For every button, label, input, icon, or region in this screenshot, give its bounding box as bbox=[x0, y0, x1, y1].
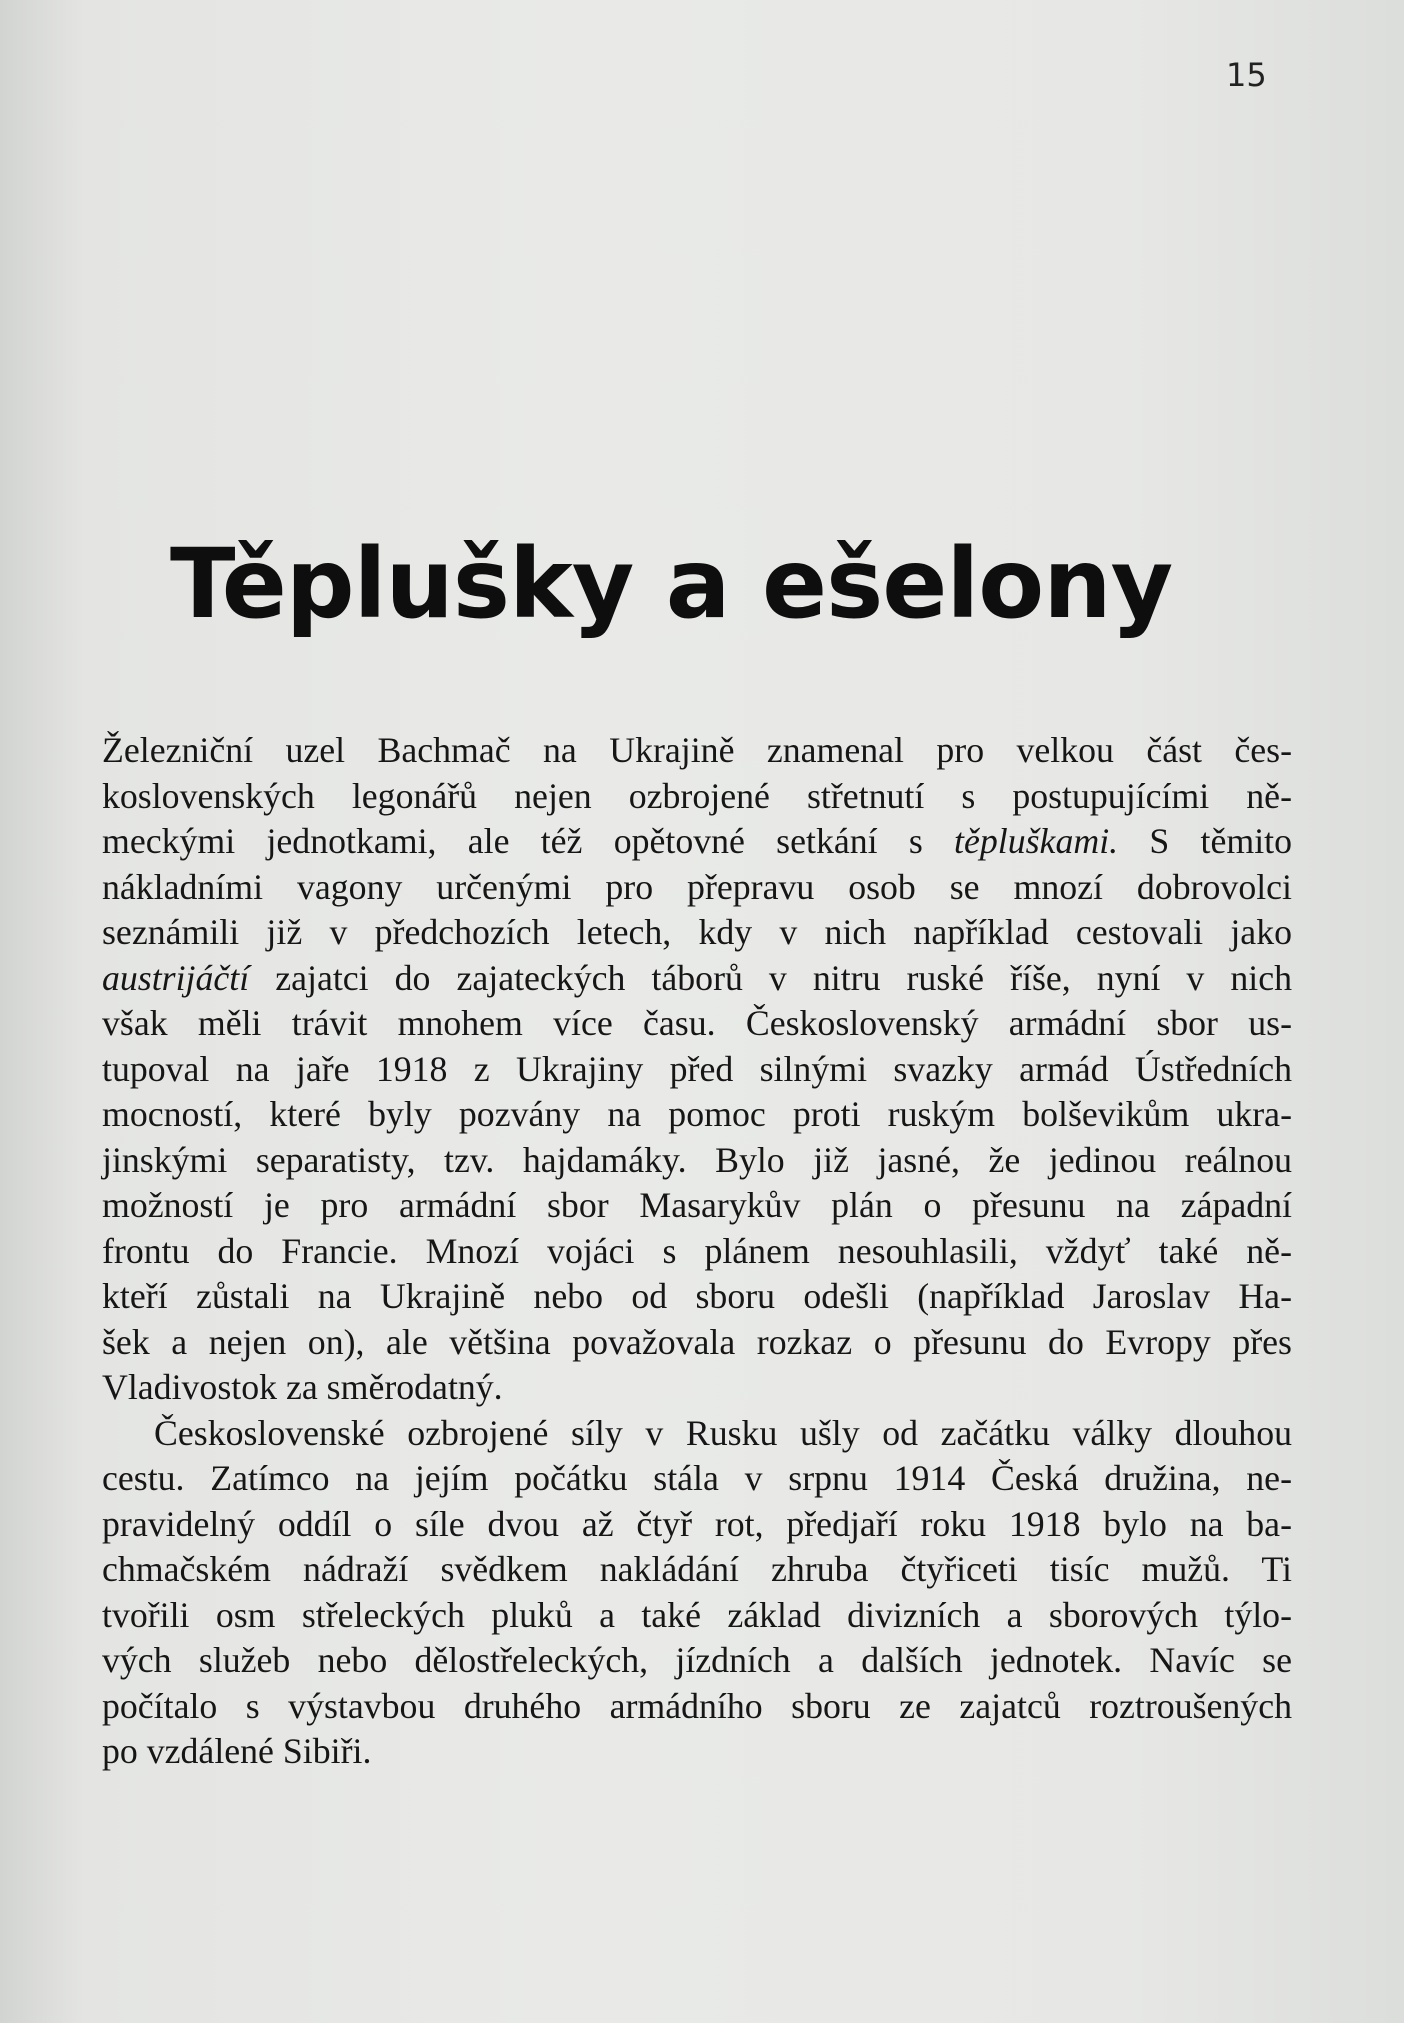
text-run: cestu. Zatímco na jejím počátku stála v srpnu 1914 Česká družina, ne- bbox=[102, 1458, 1292, 1498]
text-line bbox=[102, 1320, 1292, 1366]
text-run: frontu do Francie. Mnozí vojáci s plánem nesouhlasili, vždyť také ně- bbox=[102, 1230, 1292, 1271]
text-run: seznámili již v předchozích letech, kdy v nich například cestovali jako bbox=[102, 912, 1292, 952]
text-line bbox=[102, 1047, 1292, 1093]
text-run: však měli trávit mnohem více času. Československý armádní sbor us- bbox=[102, 1003, 1292, 1043]
text-run: Vladivostok za směrodatný. bbox=[102, 1367, 503, 1407]
text-run: pravidelný oddíl o síle dvou až čtyř rot, předjaří roku 1918 bylo na ba- bbox=[102, 1503, 1292, 1544]
page-number: 15 bbox=[1226, 56, 1267, 94]
text-line bbox=[102, 1729, 1292, 1775]
text-line bbox=[102, 774, 1292, 820]
italic-text-run: těpluškami. bbox=[954, 821, 1119, 861]
text-run: S těmito bbox=[1118, 821, 1292, 861]
text-run: zajatci do zajateckých táborů v nitru ruské říše, nyní v nich bbox=[249, 957, 1292, 998]
text-line bbox=[102, 865, 1292, 911]
text-run: jinskými separatisty, tzv. hajdamáky. Bylo již jasné, že jedinou reálnou bbox=[102, 1139, 1292, 1180]
text-run: počítalo s výstavbou druhého armádního sboru ze zajatců roztroušených bbox=[102, 1685, 1292, 1726]
body-text bbox=[102, 728, 1292, 1775]
text-line bbox=[102, 728, 1292, 774]
text-run: vých služeb nebo dělostřeleckých, jízdních a dalších jednotek. Navíc se bbox=[102, 1640, 1292, 1680]
text-line bbox=[102, 1638, 1292, 1684]
text-run: po vzdálené Sibiři. bbox=[102, 1731, 372, 1771]
text-run: chmačském nádraží svědkem nakládání zhruba čtyřiceti tisíc mužů. Ti bbox=[102, 1549, 1292, 1589]
text-line bbox=[102, 1138, 1292, 1184]
text-line bbox=[102, 1593, 1292, 1639]
text-line bbox=[102, 910, 1292, 956]
text-run: kteří zůstali na Ukrajině nebo od sboru odešli (například Jaroslav Ha- bbox=[102, 1276, 1292, 1316]
text-run: Československé ozbrojené síly v Rusku ušly od začátku války dlouhou bbox=[154, 1412, 1292, 1453]
text-line bbox=[102, 956, 1292, 1002]
text-run: mocností, které byly pozvány na pomoc proti ruským bolševikům ukra- bbox=[102, 1094, 1292, 1134]
text-run: meckými jednotkami, ale též opětovné setkání s bbox=[102, 821, 955, 861]
text-line bbox=[102, 1684, 1292, 1730]
text-line bbox=[102, 1092, 1292, 1138]
paragraph bbox=[102, 728, 1292, 1411]
text-run: možností je pro armádní sbor Masarykův plán o přesunu na západní bbox=[102, 1185, 1292, 1225]
text-line bbox=[102, 1001, 1292, 1047]
text-run: koslovenských legonářů nejen ozbrojené střetnutí s postupujícími ně- bbox=[102, 775, 1292, 816]
italic-text-run: austrijáčtí bbox=[102, 957, 250, 998]
paragraph bbox=[102, 1411, 1292, 1775]
text-line bbox=[102, 1502, 1292, 1548]
text-line bbox=[102, 1274, 1292, 1320]
text-run: nákladními vagony určenými pro přepravu osob se mnozí dobrovolci bbox=[102, 866, 1292, 907]
text-run: tupoval na jaře 1918 z Ukrajiny před silnými svazky armád Ústředních bbox=[102, 1048, 1292, 1089]
text-run: tvořili osm střeleckých pluků a také základ divizních a sborových týlo- bbox=[102, 1594, 1292, 1635]
text-line bbox=[102, 1183, 1292, 1229]
text-line bbox=[102, 1547, 1292, 1593]
text-run: Železniční uzel Bachmač na Ukrajině znamenal pro velkou část čes- bbox=[102, 730, 1292, 770]
text-line bbox=[102, 1456, 1292, 1502]
chapter-title: Těplušky a ešelony bbox=[170, 528, 1173, 640]
text-line bbox=[102, 819, 1292, 865]
text-line bbox=[102, 1365, 1292, 1411]
text-run: šek a nejen on), ale většina považovala rozkaz o přesunu do Evropy přes bbox=[102, 1321, 1292, 1362]
text-line bbox=[102, 1411, 1292, 1457]
text-line bbox=[102, 1229, 1292, 1275]
